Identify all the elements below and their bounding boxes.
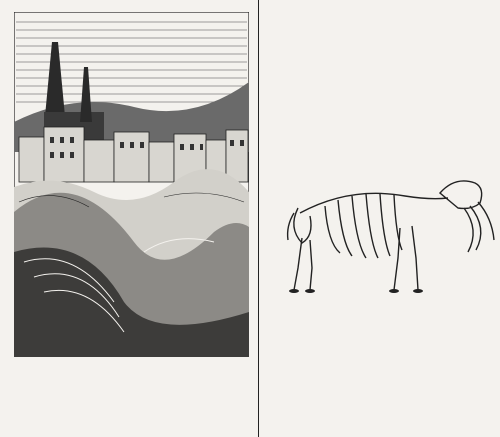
mascaret-engraving — [14, 12, 249, 357]
mastodon-skeleton-illustration — [280, 158, 500, 298]
column-divider — [258, 0, 259, 437]
